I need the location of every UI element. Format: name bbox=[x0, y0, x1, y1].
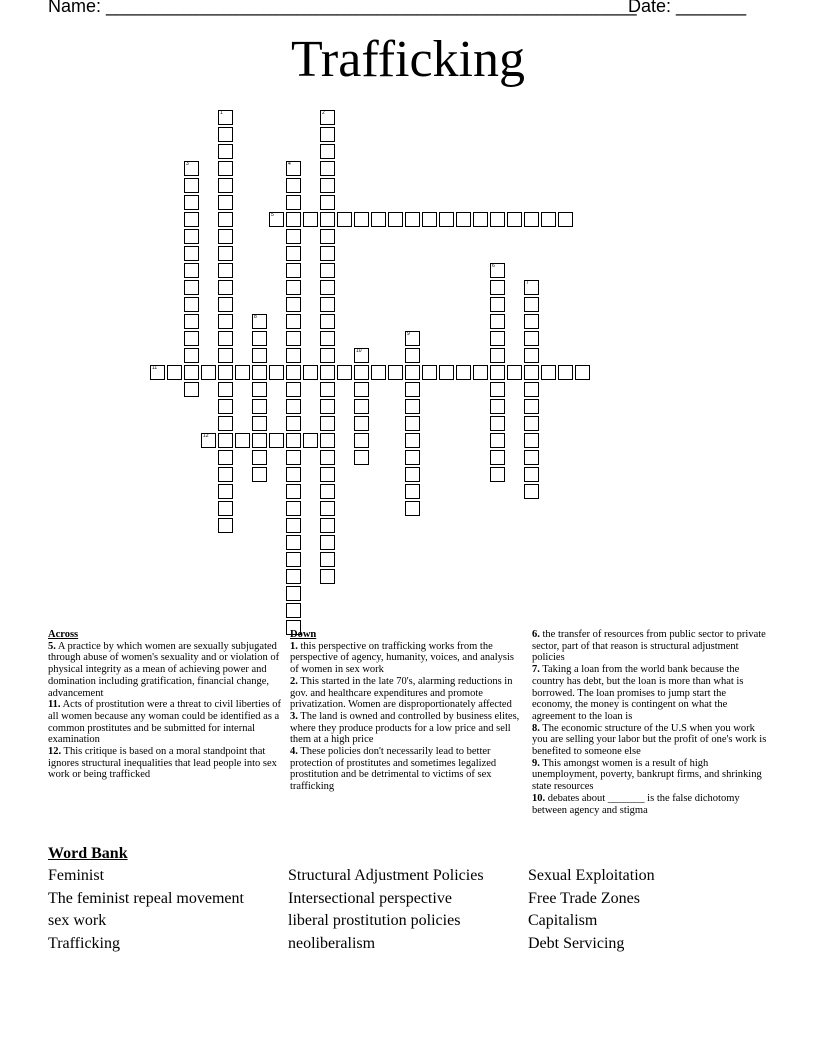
clue-item-number: 1. bbox=[290, 640, 298, 652]
clue-item-number: 5. bbox=[48, 640, 56, 652]
clue-item-number: 6. bbox=[532, 629, 540, 640]
crossword-cell[interactable] bbox=[184, 365, 199, 380]
crossword-cell[interactable] bbox=[524, 433, 539, 448]
crossword-cell[interactable] bbox=[405, 416, 420, 431]
crossword-cell[interactable] bbox=[320, 569, 335, 584]
crossword-cell[interactable] bbox=[218, 280, 233, 295]
crossword-cell[interactable] bbox=[320, 552, 335, 567]
crossword-cell[interactable] bbox=[235, 365, 250, 380]
crossword-cell[interactable] bbox=[201, 433, 216, 448]
crossword-cell[interactable] bbox=[354, 212, 369, 227]
crossword-cell[interactable] bbox=[320, 127, 335, 142]
crossword-cell[interactable] bbox=[269, 433, 284, 448]
crossword-cell[interactable] bbox=[405, 212, 420, 227]
word-bank-item: Intersectional perspective bbox=[288, 889, 452, 907]
crossword-cell[interactable] bbox=[184, 382, 199, 397]
crossword-cell[interactable] bbox=[320, 246, 335, 261]
crossword-cell[interactable] bbox=[218, 195, 233, 210]
crossword-cell[interactable] bbox=[286, 280, 301, 295]
name-field-label: Name: _____________________________________________________ bbox=[48, 0, 637, 16]
crossword-cell[interactable] bbox=[252, 382, 267, 397]
clue-number: 9 bbox=[407, 331, 410, 337]
clue-number: 4 bbox=[288, 161, 291, 167]
clue-item bbox=[48, 699, 282, 746]
crossword-cell[interactable] bbox=[439, 365, 454, 380]
down-clues bbox=[290, 629, 524, 793]
clue-number: 12 bbox=[203, 433, 209, 439]
crossword-cell[interactable] bbox=[218, 110, 233, 125]
crossword-cell[interactable] bbox=[490, 348, 505, 363]
crossword-cell[interactable] bbox=[184, 263, 199, 278]
clue-number: 6 bbox=[492, 263, 495, 269]
clue-number: 1 bbox=[220, 110, 223, 116]
word-bank-item: Debt Servicing bbox=[528, 935, 625, 953]
crossword-cell[interactable] bbox=[286, 314, 301, 329]
word-bank-item: Sexual Exploitation bbox=[528, 867, 655, 884]
crossword-cell[interactable] bbox=[490, 314, 505, 329]
crossword-cell[interactable] bbox=[218, 348, 233, 363]
crossword-cell[interactable] bbox=[337, 365, 352, 380]
page-title: Trafficking bbox=[291, 31, 525, 88]
crossword-cell[interactable] bbox=[218, 518, 233, 533]
crossword-cell[interactable] bbox=[218, 399, 233, 414]
across-heading: Across bbox=[48, 629, 79, 640]
crossword-cell[interactable] bbox=[320, 195, 335, 210]
crossword-cell[interactable] bbox=[167, 365, 182, 380]
clue-item-number: 10. bbox=[532, 792, 546, 804]
crossword-cell[interactable] bbox=[388, 365, 403, 380]
crossword-cell[interactable] bbox=[388, 212, 403, 227]
crossword-cell[interactable] bbox=[473, 212, 488, 227]
crossword-cell[interactable] bbox=[524, 416, 539, 431]
word-bank-title: Word Bank bbox=[48, 845, 128, 862]
crossword-cell[interactable] bbox=[286, 399, 301, 414]
word-bank-item: neoliberalism bbox=[288, 935, 376, 953]
crossword-cell[interactable] bbox=[320, 178, 335, 193]
clue-item-text: A practice by which women are sexually subjugated through abuse of women's sexuality and or violation of physical integrity as a mean of achieving power and domination including gratification, financial change, advancement bbox=[48, 640, 280, 699]
crossword-cell[interactable] bbox=[286, 178, 301, 193]
crossword-cell[interactable] bbox=[286, 433, 301, 448]
down-heading: Down bbox=[290, 629, 317, 640]
crossword-cell[interactable] bbox=[218, 144, 233, 159]
clue-item bbox=[290, 711, 524, 746]
crossword-cell[interactable] bbox=[490, 297, 505, 312]
crossword-cell[interactable] bbox=[303, 212, 318, 227]
clue-item-number: 7. bbox=[532, 664, 540, 676]
crossword-cell[interactable] bbox=[184, 314, 199, 329]
crossword-cell[interactable] bbox=[354, 348, 369, 363]
crossword-cell[interactable] bbox=[286, 467, 301, 482]
clue-item-number: 8. bbox=[532, 722, 540, 734]
crossword-cell[interactable] bbox=[490, 416, 505, 431]
crossword-cell[interactable] bbox=[184, 280, 199, 295]
crossword-cell[interactable] bbox=[354, 416, 369, 431]
clue-item-number: 4. bbox=[290, 746, 298, 758]
crossword-cell[interactable] bbox=[558, 212, 573, 227]
clue-item-number: 12. bbox=[48, 746, 62, 758]
crossword-cell[interactable] bbox=[150, 365, 165, 380]
clue-number: 11 bbox=[152, 365, 158, 371]
crossword-cell[interactable] bbox=[184, 348, 199, 363]
crossword-cell[interactable] bbox=[320, 535, 335, 550]
crossword-cell[interactable] bbox=[320, 297, 335, 312]
crossword-cell[interactable] bbox=[218, 382, 233, 397]
crossword-cell[interactable] bbox=[218, 314, 233, 329]
crossword-cell[interactable] bbox=[286, 229, 301, 244]
crossword-cell[interactable] bbox=[371, 365, 386, 380]
clue-item bbox=[48, 746, 282, 781]
crossword-cell[interactable] bbox=[286, 161, 301, 176]
crossword-cell[interactable] bbox=[524, 348, 539, 363]
crossword-cell[interactable] bbox=[354, 382, 369, 397]
clue-item-number: 11. bbox=[48, 699, 61, 711]
crossword-cell[interactable] bbox=[541, 212, 556, 227]
word-bank-item: liberal prostitution policies bbox=[288, 912, 461, 930]
crossword-cell[interactable] bbox=[286, 552, 301, 567]
crossword-cell[interactable] bbox=[337, 212, 352, 227]
crossword-cell[interactable] bbox=[320, 416, 335, 431]
crossword-cell[interactable] bbox=[218, 365, 233, 380]
crossword-cell[interactable] bbox=[320, 229, 335, 244]
crossword-cell[interactable] bbox=[354, 450, 369, 465]
word-bank-item: Capitalism bbox=[528, 912, 598, 930]
crossword-cell[interactable] bbox=[218, 331, 233, 346]
crossword-cell[interactable] bbox=[524, 484, 539, 499]
crossword-cell[interactable] bbox=[184, 195, 199, 210]
crossword-cell[interactable] bbox=[184, 178, 199, 193]
crossword-cell[interactable] bbox=[286, 297, 301, 312]
crossword-cell[interactable] bbox=[558, 365, 573, 380]
crossword-cell[interactable] bbox=[303, 365, 318, 380]
crossword-cell[interactable] bbox=[405, 365, 420, 380]
crossword-cell[interactable] bbox=[371, 212, 386, 227]
clue-number: 10 bbox=[356, 348, 362, 354]
clue-item-text: This critique is based on a moral standpoint that ignores structural inequalities that lead people into sex work or being trafficked bbox=[48, 746, 277, 781]
clue-item-text: This amongst women is a result of high unemployment, poverty, bankrupt firms, and shrinking state resources bbox=[532, 757, 762, 793]
clue-item-text: Acts of prostitution were a threat to civil liberties of all women because any woman could be identified as a common prostitutes and be submitted for internal examination bbox=[48, 699, 281, 746]
crossword-cell[interactable] bbox=[405, 399, 420, 414]
crossword-cell[interactable] bbox=[286, 348, 301, 363]
crossword-cell[interactable] bbox=[218, 484, 233, 499]
crossword-cell[interactable] bbox=[320, 348, 335, 363]
crossword-cell[interactable] bbox=[286, 535, 301, 550]
clue-number: 3 bbox=[186, 161, 189, 167]
clue-item-number: 3. bbox=[290, 710, 298, 722]
crossword-cell[interactable] bbox=[252, 450, 267, 465]
crossword-cell[interactable] bbox=[405, 331, 420, 346]
clue-item bbox=[532, 629, 768, 664]
crossword-cell[interactable] bbox=[286, 382, 301, 397]
crossword-cell[interactable] bbox=[422, 365, 437, 380]
crossword-cell[interactable] bbox=[286, 569, 301, 584]
crossword-cell[interactable] bbox=[320, 450, 335, 465]
crossword-cell[interactable] bbox=[405, 450, 420, 465]
crossword-cell[interactable] bbox=[269, 212, 284, 227]
clue-item-number: 2. bbox=[290, 675, 298, 687]
clue-number: 5 bbox=[271, 212, 274, 218]
clue-item-text: The land is owned and controlled by business elites, where they produce products for a low price and sell them at a high price bbox=[290, 710, 520, 746]
crossword-cell[interactable] bbox=[490, 331, 505, 346]
crossword-cell[interactable] bbox=[320, 331, 335, 346]
crossword-cell[interactable] bbox=[286, 212, 301, 227]
crossword-cell[interactable] bbox=[184, 246, 199, 261]
clue-item-text: The economic structure of the U.S when you work you are selling your labor but the profit of one's work is benefited to someone else bbox=[532, 722, 767, 758]
word-bank-item: The feminist repeal movement bbox=[48, 889, 244, 907]
crossword-cell[interactable] bbox=[490, 212, 505, 227]
crossword-cell[interactable] bbox=[541, 365, 556, 380]
crossword-cell[interactable] bbox=[405, 484, 420, 499]
crossword-cell[interactable] bbox=[218, 263, 233, 278]
word-bank-item: sex work bbox=[48, 912, 107, 930]
crossword-cell[interactable] bbox=[320, 314, 335, 329]
crossword-cell[interactable] bbox=[456, 365, 471, 380]
crossword-cell[interactable] bbox=[286, 603, 301, 618]
crossword-cell[interactable] bbox=[354, 433, 369, 448]
crossword-cell[interactable] bbox=[524, 280, 539, 295]
crossword-cell[interactable] bbox=[320, 280, 335, 295]
crossword-cell[interactable] bbox=[286, 263, 301, 278]
crossword-cell[interactable] bbox=[286, 586, 301, 601]
crossword-cell[interactable] bbox=[252, 467, 267, 482]
clue-item bbox=[532, 793, 768, 816]
date-field-label: Date: _______ bbox=[628, 0, 747, 16]
crossword-cell[interactable] bbox=[320, 501, 335, 516]
crossword-cell[interactable] bbox=[252, 399, 267, 414]
crossword-cell[interactable] bbox=[490, 433, 505, 448]
word-bank-item: Feminist bbox=[48, 867, 105, 884]
down-clues-continued bbox=[532, 629, 768, 816]
crossword-cell[interactable] bbox=[473, 365, 488, 380]
crossword-cell[interactable] bbox=[524, 212, 539, 227]
clue-item-text: this perspective on trafficking works from the perspective of agency, humanity, voices, and analysis of women in sex work bbox=[290, 640, 515, 676]
crossword-cell[interactable] bbox=[354, 365, 369, 380]
down-clue-list-continued bbox=[532, 629, 768, 816]
crossword-cell[interactable] bbox=[184, 297, 199, 312]
crossword-cell[interactable] bbox=[524, 365, 539, 380]
crossword-cell[interactable] bbox=[286, 365, 301, 380]
word-bank-item: Trafficking bbox=[48, 935, 120, 953]
word-bank-item: Structural Adjustment Policies bbox=[288, 867, 484, 884]
crossword-cell[interactable] bbox=[269, 365, 284, 380]
crossword-cell[interactable] bbox=[320, 399, 335, 414]
crossword-cell[interactable] bbox=[218, 212, 233, 227]
crossword-cell[interactable] bbox=[490, 280, 505, 295]
crossword-cell[interactable] bbox=[575, 365, 590, 380]
clue-item bbox=[532, 723, 768, 758]
crossword-cell[interactable] bbox=[490, 263, 505, 278]
crossword-cell[interactable] bbox=[490, 467, 505, 482]
crossword-cell[interactable] bbox=[252, 416, 267, 431]
crossword-cell[interactable] bbox=[439, 212, 454, 227]
crossword-cell[interactable] bbox=[422, 212, 437, 227]
clue-item-text: debates about _______ is the false dichotomy between agency and stigma bbox=[532, 792, 740, 816]
crossword-cell[interactable] bbox=[320, 467, 335, 482]
crossword-cell[interactable] bbox=[524, 382, 539, 397]
crossword-cell[interactable] bbox=[286, 331, 301, 346]
crossword-cell[interactable] bbox=[218, 246, 233, 261]
crossword-cell[interactable] bbox=[405, 348, 420, 363]
crossword-cell[interactable] bbox=[405, 501, 420, 516]
crossword-cell[interactable] bbox=[320, 365, 335, 380]
crossword-cell[interactable] bbox=[405, 467, 420, 482]
crossword-cell[interactable] bbox=[456, 212, 471, 227]
crossword-cell[interactable] bbox=[252, 433, 267, 448]
crossword-cell[interactable] bbox=[320, 144, 335, 159]
clue-item bbox=[532, 664, 768, 723]
crossword-cell[interactable] bbox=[218, 178, 233, 193]
crossword-cell[interactable] bbox=[320, 433, 335, 448]
crossword-cell[interactable] bbox=[218, 229, 233, 244]
crossword-cell[interactable] bbox=[184, 212, 199, 227]
crossword-cell[interactable] bbox=[320, 161, 335, 176]
crossword-cell[interactable] bbox=[320, 263, 335, 278]
clue-item bbox=[290, 676, 524, 711]
crossword-cell[interactable] bbox=[524, 314, 539, 329]
down-clue-list bbox=[290, 641, 524, 793]
crossword-cell[interactable] bbox=[252, 348, 267, 363]
clue-item-text: This started in the late 70's, alarming reductions in gov. and healthcare expenditures and promote privatization. Women are disproportionately affected bbox=[290, 675, 513, 711]
clue-number: 7 bbox=[526, 280, 529, 286]
across-clues bbox=[48, 629, 282, 781]
crossword-cell[interactable] bbox=[320, 382, 335, 397]
crossword-cell[interactable] bbox=[252, 314, 267, 329]
crossword-cell[interactable] bbox=[218, 467, 233, 482]
crossword-cell[interactable] bbox=[218, 416, 233, 431]
crossword-cell[interactable] bbox=[286, 518, 301, 533]
clue-item-text: the transfer of resources from public sector to private sector, part of that reason is structural adjustment policies bbox=[532, 629, 766, 664]
crossword-cell[interactable] bbox=[218, 433, 233, 448]
crossword-cell[interactable] bbox=[184, 161, 199, 176]
crossword-cell[interactable] bbox=[252, 365, 267, 380]
crossword-cell[interactable] bbox=[218, 450, 233, 465]
clue-item bbox=[48, 641, 282, 700]
crossword-cell[interactable] bbox=[490, 382, 505, 397]
crossword-cell[interactable] bbox=[405, 433, 420, 448]
clue-item-text: Taking a loan from the world bank because the country has debt, but the loan is more than what is borrowed. The loan promises to jump start the economy, the money is contingent on what the agreement to the loan is bbox=[532, 664, 744, 722]
crossword-cell[interactable] bbox=[218, 297, 233, 312]
crossword-cell[interactable] bbox=[320, 110, 335, 125]
crossword-cell[interactable] bbox=[184, 229, 199, 244]
crossword-cell[interactable] bbox=[490, 399, 505, 414]
clue-number: 2 bbox=[322, 110, 325, 116]
crossword-cell[interactable] bbox=[286, 416, 301, 431]
crossword-cell[interactable] bbox=[184, 331, 199, 346]
crossword-cell[interactable] bbox=[507, 365, 522, 380]
clue-item bbox=[290, 641, 524, 676]
crossword-cell[interactable] bbox=[320, 518, 335, 533]
crossword-cell[interactable] bbox=[286, 246, 301, 261]
crossword-cell[interactable] bbox=[507, 212, 522, 227]
crossword-cell[interactable] bbox=[286, 501, 301, 516]
crossword-cell[interactable] bbox=[303, 433, 318, 448]
word-bank-item: Free Trade Zones bbox=[528, 889, 640, 907]
crossword-cell[interactable] bbox=[218, 501, 233, 516]
clue-item bbox=[290, 746, 524, 793]
crossword-cell[interactable] bbox=[286, 484, 301, 499]
crossword-cell[interactable] bbox=[524, 450, 539, 465]
clue-item-text: These policies don't necessarily lead to better protection of prostitutes and sometimes legalized prostitution and be detrimental to victims of sex trafficking bbox=[290, 746, 497, 793]
crossword-cell[interactable] bbox=[524, 467, 539, 482]
crossword-cell[interactable] bbox=[252, 331, 267, 346]
crossword-cell[interactable] bbox=[490, 450, 505, 465]
crossword-cell[interactable] bbox=[490, 365, 505, 380]
crossword-cell[interactable] bbox=[218, 127, 233, 142]
clue-item bbox=[532, 758, 768, 793]
across-clue-list bbox=[48, 641, 282, 781]
crossword-cell[interactable] bbox=[286, 195, 301, 210]
crossword-cell[interactable] bbox=[524, 331, 539, 346]
crossword-cell[interactable] bbox=[405, 382, 420, 397]
crossword-cell[interactable] bbox=[320, 484, 335, 499]
crossword-cell[interactable] bbox=[286, 450, 301, 465]
clue-number: 8 bbox=[254, 314, 257, 320]
clue-item-number: 9. bbox=[532, 757, 540, 769]
crossword-cell[interactable] bbox=[218, 161, 233, 176]
crossword-cell[interactable] bbox=[524, 399, 539, 414]
crossword-cell[interactable] bbox=[235, 433, 250, 448]
crossword-cell[interactable] bbox=[354, 399, 369, 414]
crossword-cell[interactable] bbox=[320, 212, 335, 227]
crossword-cell[interactable] bbox=[201, 365, 216, 380]
crossword-cell[interactable] bbox=[524, 297, 539, 312]
